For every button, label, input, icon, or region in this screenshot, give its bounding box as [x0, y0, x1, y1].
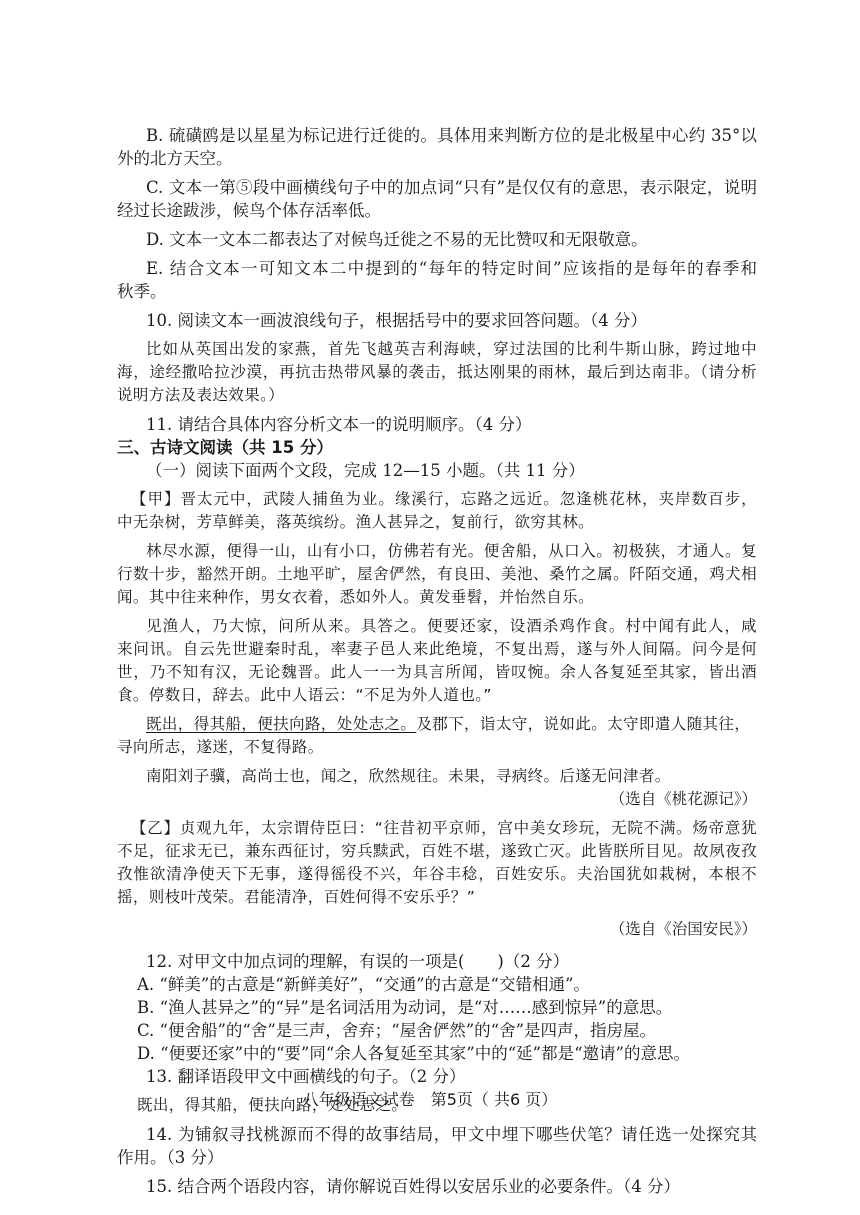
jia-underlined-sentence: 既出，得其船，便扶向路，处处志之。	[146, 715, 417, 733]
jia-p4-line2: 寻向所志，遂迷，不复得路。	[117, 738, 324, 756]
yi-p1-line3: 孜惟欲清净使天下无事，遂得徭役不兴，年谷丰稔，百姓安乐。夫治国犹如栽树，本根不	[117, 865, 757, 883]
q10-quote-line1: 比如从英国出发的家燕，首先飞越英吉利海峡，穿过法国的比利牛斯山脉，跨过地中	[146, 340, 757, 358]
jia-p3-line4: 食。停数日，辞去。此中人语云：“不足为外人道也。”	[117, 686, 492, 704]
q11-stem: 11. 请结合具体内容分析文本一的说明顺序。（4 分）	[146, 415, 532, 434]
jia-p4-line1	[117, 713, 757, 736]
jia-p1-line2: 中无杂树，芳草鲜美，落英缤纷。渔人甚异之，复前行，欲穷其林。	[117, 513, 595, 531]
q12-option-b: B. “渔人甚异之”的“异”是名词活用为动词，是“对……感到惊异”的意思。	[137, 998, 673, 1017]
q10-stem: 10. 阅读文本一画波浪线句子，根据括号中的要求回答问题。（4 分）	[146, 311, 647, 330]
q12-option-d: D. “便要还家”中的“要”同“余人各复延至其家”中的“延”都是“邀请”的意思。	[137, 1044, 690, 1063]
q14-stem-line1: 14. 为铺叙寻找桃源而不得的故事结局，甲文中埋下哪些伏笔？请任选一处探究其	[146, 1125, 757, 1144]
q9-option-b-line1: B. 硫磺鸥是以星星为标记进行迁徙的。具体用来判断方位的是北极星中心约 35°以	[146, 126, 757, 145]
q9-option-e-line2: 秋季。	[117, 282, 167, 301]
q9-option-c-line1: C. 文本一第⑤段中画横线句子中的加点词“只有”是仅仅有的意思，表示限定，说明	[146, 178, 757, 197]
jia-p4-line1-rest: 及郡下，诣太守，说如此。太守即遣人随其往，	[416, 715, 751, 733]
jia-p3-line1: 见渔人，乃大惊，问所从来。具答之。便要还家，设酒杀鸡作食。村中闻有此人，咸	[146, 617, 757, 635]
yi-p1-line1: 【乙】贞观九年，太宗谓侍臣曰：“往昔初平京师，宫中美女珍玩，无院不满。炀帝意犹	[131, 819, 757, 837]
q10-quote-line3: 说明方法及表达效果。）	[117, 386, 285, 404]
q12-option-a: A. “鲜美”的古意是“新鲜美好”，“交通”的古意是“交错相通”。	[137, 975, 590, 994]
jia-p2-line1: 林尽水源，便得一山，山有小口，仿佛若有光。便舍船，从口入。初极狭，才通人。复	[146, 542, 757, 560]
q9-option-e-line1: E. 结合文本一可知文本二中提到的“每年的特定时间”应该指的是每年的春季和	[146, 259, 757, 278]
yi-p1-line2: 不足，征求无已，兼东西征讨，穷兵黩武，百姓不堪，遂致亡灭。此皆朕所目见。故夙夜孜	[117, 842, 757, 860]
q10-quote-line2: 海，途经撒哈拉沙漠，再抗击热带风暴的袭击，抵达刚果的雨林，最后到达南非。（请分析	[117, 363, 757, 381]
page-content	[117, 124, 757, 1198]
jia-p3-line2: 来问讯。自云先世避秦时乱，率妻子邑人来此绝境，不复出焉，遂与外人间隔。问今是何	[117, 640, 757, 658]
jia-source: （选自《桃花源记》）	[609, 790, 757, 808]
q14-stem-line2: 作用。（3 分）	[117, 1148, 224, 1167]
jia-p5: 南阳刘子骥，高尚士也，闻之，欣然规往。未果，寻病终。后遂无问津者。	[146, 767, 671, 785]
jia-p1-line1: 【甲】晋太元中，武陵人捕鱼为业。缘溪行，忘路之远近。忽逢桃花林，夹岸数百步，	[131, 490, 757, 508]
jia-p2-line2: 行数十步，豁然开朗。土地平旷，屋舍俨然，有良田、美池、桑竹之属。阡陌交通，鸡犬相	[117, 565, 757, 583]
q13-stem: 13. 翻译语段甲文中画横线的句子。（2 分）	[146, 1067, 466, 1086]
part1-instructions: （一）阅读下面两个文段，完成 12—15 小题。（共 11 分）	[146, 461, 585, 480]
q9-option-d: D. 文本一文本二都表达了对候鸟迁徙之不易的无比赞叹和无限敬意。	[146, 230, 648, 249]
yi-source: （选自《治国安民》）	[609, 920, 757, 938]
yi-p1-line4: 摇，则枝叶茂荣。君能清净，百姓何得不安乐乎？”	[117, 888, 476, 906]
jia-p3-line3: 世，乃不知有汉，无论魏晋。此人一一为具言所闻，皆叹惋。余人各复延至其家，皆出酒	[117, 663, 757, 681]
q13-sentence: 既出，得其船，便扶向路，处处志之。	[137, 1096, 408, 1114]
jia-p2-line3: 闻。其中往来种作，男女衣着，悉如外人。黄发垂髫，并怡然自乐。	[117, 588, 595, 606]
section-heading-classical: 三、古诗文阅读（共 15 分）	[117, 438, 333, 457]
q9-option-c-line2: 经过长途跋涉，候鸟个体存活率低。	[117, 201, 381, 220]
q9-option-b-line2: 外的北方天空。	[117, 149, 233, 168]
page-footer: 八年级语文试卷 第5页（ 共6 页）	[302, 1090, 558, 1109]
q15-stem: 15. 结合两个语段内容，请你解说百姓得以安居乐业的必要条件。（4 分）	[146, 1177, 680, 1196]
q12-stem: 12. 对甲文中加点词的理解，有误的一项是( )（2 分）	[146, 952, 570, 971]
q12-option-c: C. “便舍船”的“舍”是三声，舍弃；“屋舍俨然”的“舍”是四声，指房屋。	[137, 1021, 657, 1040]
